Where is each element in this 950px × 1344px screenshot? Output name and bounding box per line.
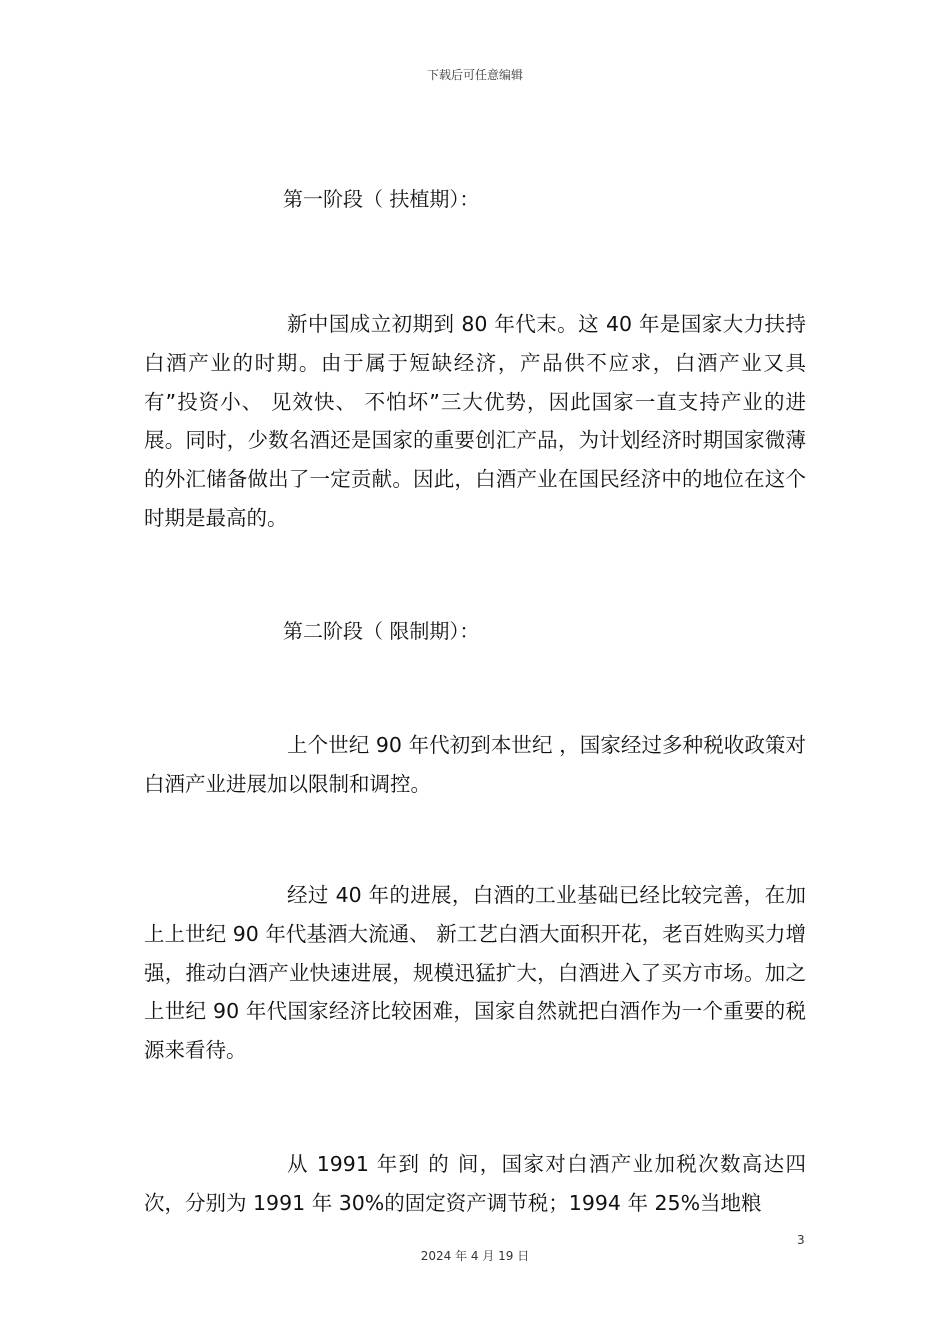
page-header: 下载后可任意编辑	[426, 68, 523, 82]
paragraph-stage-2-intro: 上个世纪 90 年代初到本世纪 ，国家经过多种税收政策对白酒产业进展加以限制和调控。	[144, 733, 806, 796]
section-heading-stage-1: 第一阶段（ 扶植期）：	[283, 187, 480, 211]
page-footer-date: 2024 年 4 月 19 日	[420, 1249, 530, 1263]
paragraph-stage-1: 新中国成立初期到 80 年代末。这 40 年是国家大力扶持白酒产业的时期。由于属于短缺经济，产品供不应求，白酒产业又具有”投资小、 见效快、 不怕坏”三大优势，因此国家一直支持产业的进展。同时，少数名酒还是国家的重要创汇产品，为计划经济时期国家微薄的外汇储备做出了一定贡献。因此，白酒产业在国民经济中的地位在这个时期是最高的。	[144, 312, 806, 530]
paragraph-stage-2-background: 经过 40 年的进展，白酒的工业基础已经比较完善，在加上上世纪 90 年代基酒大流通、 新工艺白酒大面积开花，老百姓购买力增强，推动白酒产业快速进展，规模迅猛扩大，白酒进入了买方市场。加之上世纪 90 年代国家经济比较困难，国家自然就把白酒作为一个重要的税源来看待。	[144, 883, 806, 1063]
page-number: 3	[797, 1233, 805, 1247]
paragraph-stage-2-taxes: 从 1991 年到 的 间，国家对白酒产业加税次数高达四次，分别为 1991 年 30%的固定资产调节税；1994 年 25%当地粮	[144, 1152, 806, 1215]
section-heading-stage-2: 第二阶段（ 限制期）：	[283, 619, 480, 643]
